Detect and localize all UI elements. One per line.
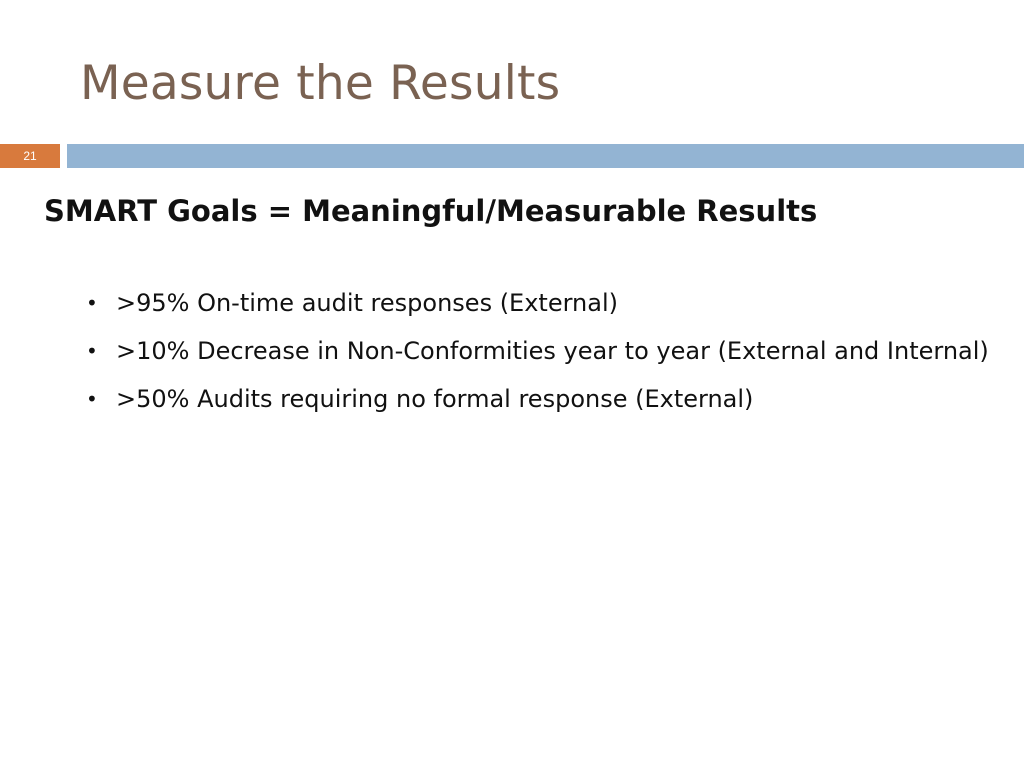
bullet-dot-icon: • xyxy=(86,387,98,411)
bullet-text: >50% Audits requiring no formal response (External) xyxy=(116,385,754,413)
bullet-list xyxy=(86,283,1006,427)
bullet-dot-icon: • xyxy=(86,339,98,363)
slide-title: Measure the Results xyxy=(80,56,561,111)
bullet-item xyxy=(86,283,1006,323)
bullet-item xyxy=(86,379,1006,419)
bullet-item xyxy=(86,331,1006,371)
bullet-text: >95% On-time audit responses (External) xyxy=(116,289,618,317)
accent-bar xyxy=(67,144,1024,168)
slide-heading: SMART Goals = Meaningful/Measurable Results xyxy=(44,194,818,228)
bullet-dot-icon: • xyxy=(86,291,98,315)
bullet-text: >10% Decrease in Non-Conformities year to year (External and Internal) xyxy=(116,337,989,365)
slide-number: 21 xyxy=(0,144,60,168)
